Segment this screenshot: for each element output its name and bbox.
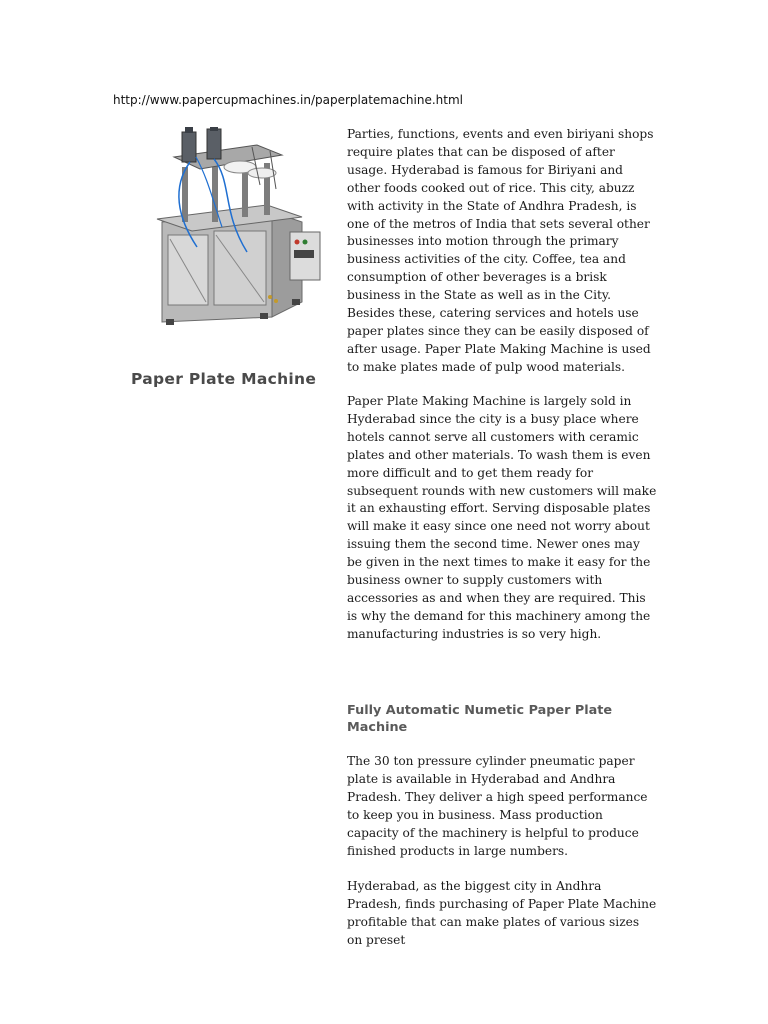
paper-plate-machine-image [152, 127, 327, 327]
page-url: http://www.papercupmachines.in/paperplatemachine.html [113, 93, 464, 107]
paragraph-demand: Paper Plate Making Machine is largely sold in Hyderabad since the city is a busy place where hotels cannot serve all customers with ceramic plates and other materials. To wash them is even more difficult and to get them ready for subsequent rounds with new customers will make it an exhausting effort. Serving disposable plates will make it easy since one need not worry about issuing them the second time. Newer ones may be given in the next times to make it easy for the business owner to supply customers with accessories as and when they are required. This is why the demand for this machinery among the manufacturing industries is so very high. [347, 394, 657, 641]
image-caption: Paper Plate Machine [131, 370, 317, 388]
paragraph-pneumatic: The 30 ton pressure cylinder pneumatic paper plate is available in Hyderabad and Andhra Pradesh. They deliver a high speed performance to keep you in business. Mass production capacity of the machinery is helpful to produce finished products in large numbers. [347, 754, 648, 858]
paragraph-hyderabad: Hyderabad, as the biggest city in Andhra Pradesh, finds purchasing of Paper Plate Machine profitable that can make plates of various sizes on preset [347, 879, 657, 947]
section-heading: Fully Automatic Numetic Paper Plate Machine [347, 703, 613, 735]
paragraph-intro: Parties, functions, events and even biriyani shops require plates that can be disposed of after usage. Hyderabad is famous for Biriyani and other foods cooked out of rice. This city, abuzz with activity in the State of Andhra Pradesh, is one of the metros of India that sets several other businesses into motion through the primary business activities of the city. Coffee, tea and consumption of other beverages is a brisk business in the State as well as in the City. Besides these, catering services and hotels use paper plates since they can be easily disposed of after usage. Paper Plate Making Machine is used to make plates made of pulp wood materials. [347, 127, 654, 374]
